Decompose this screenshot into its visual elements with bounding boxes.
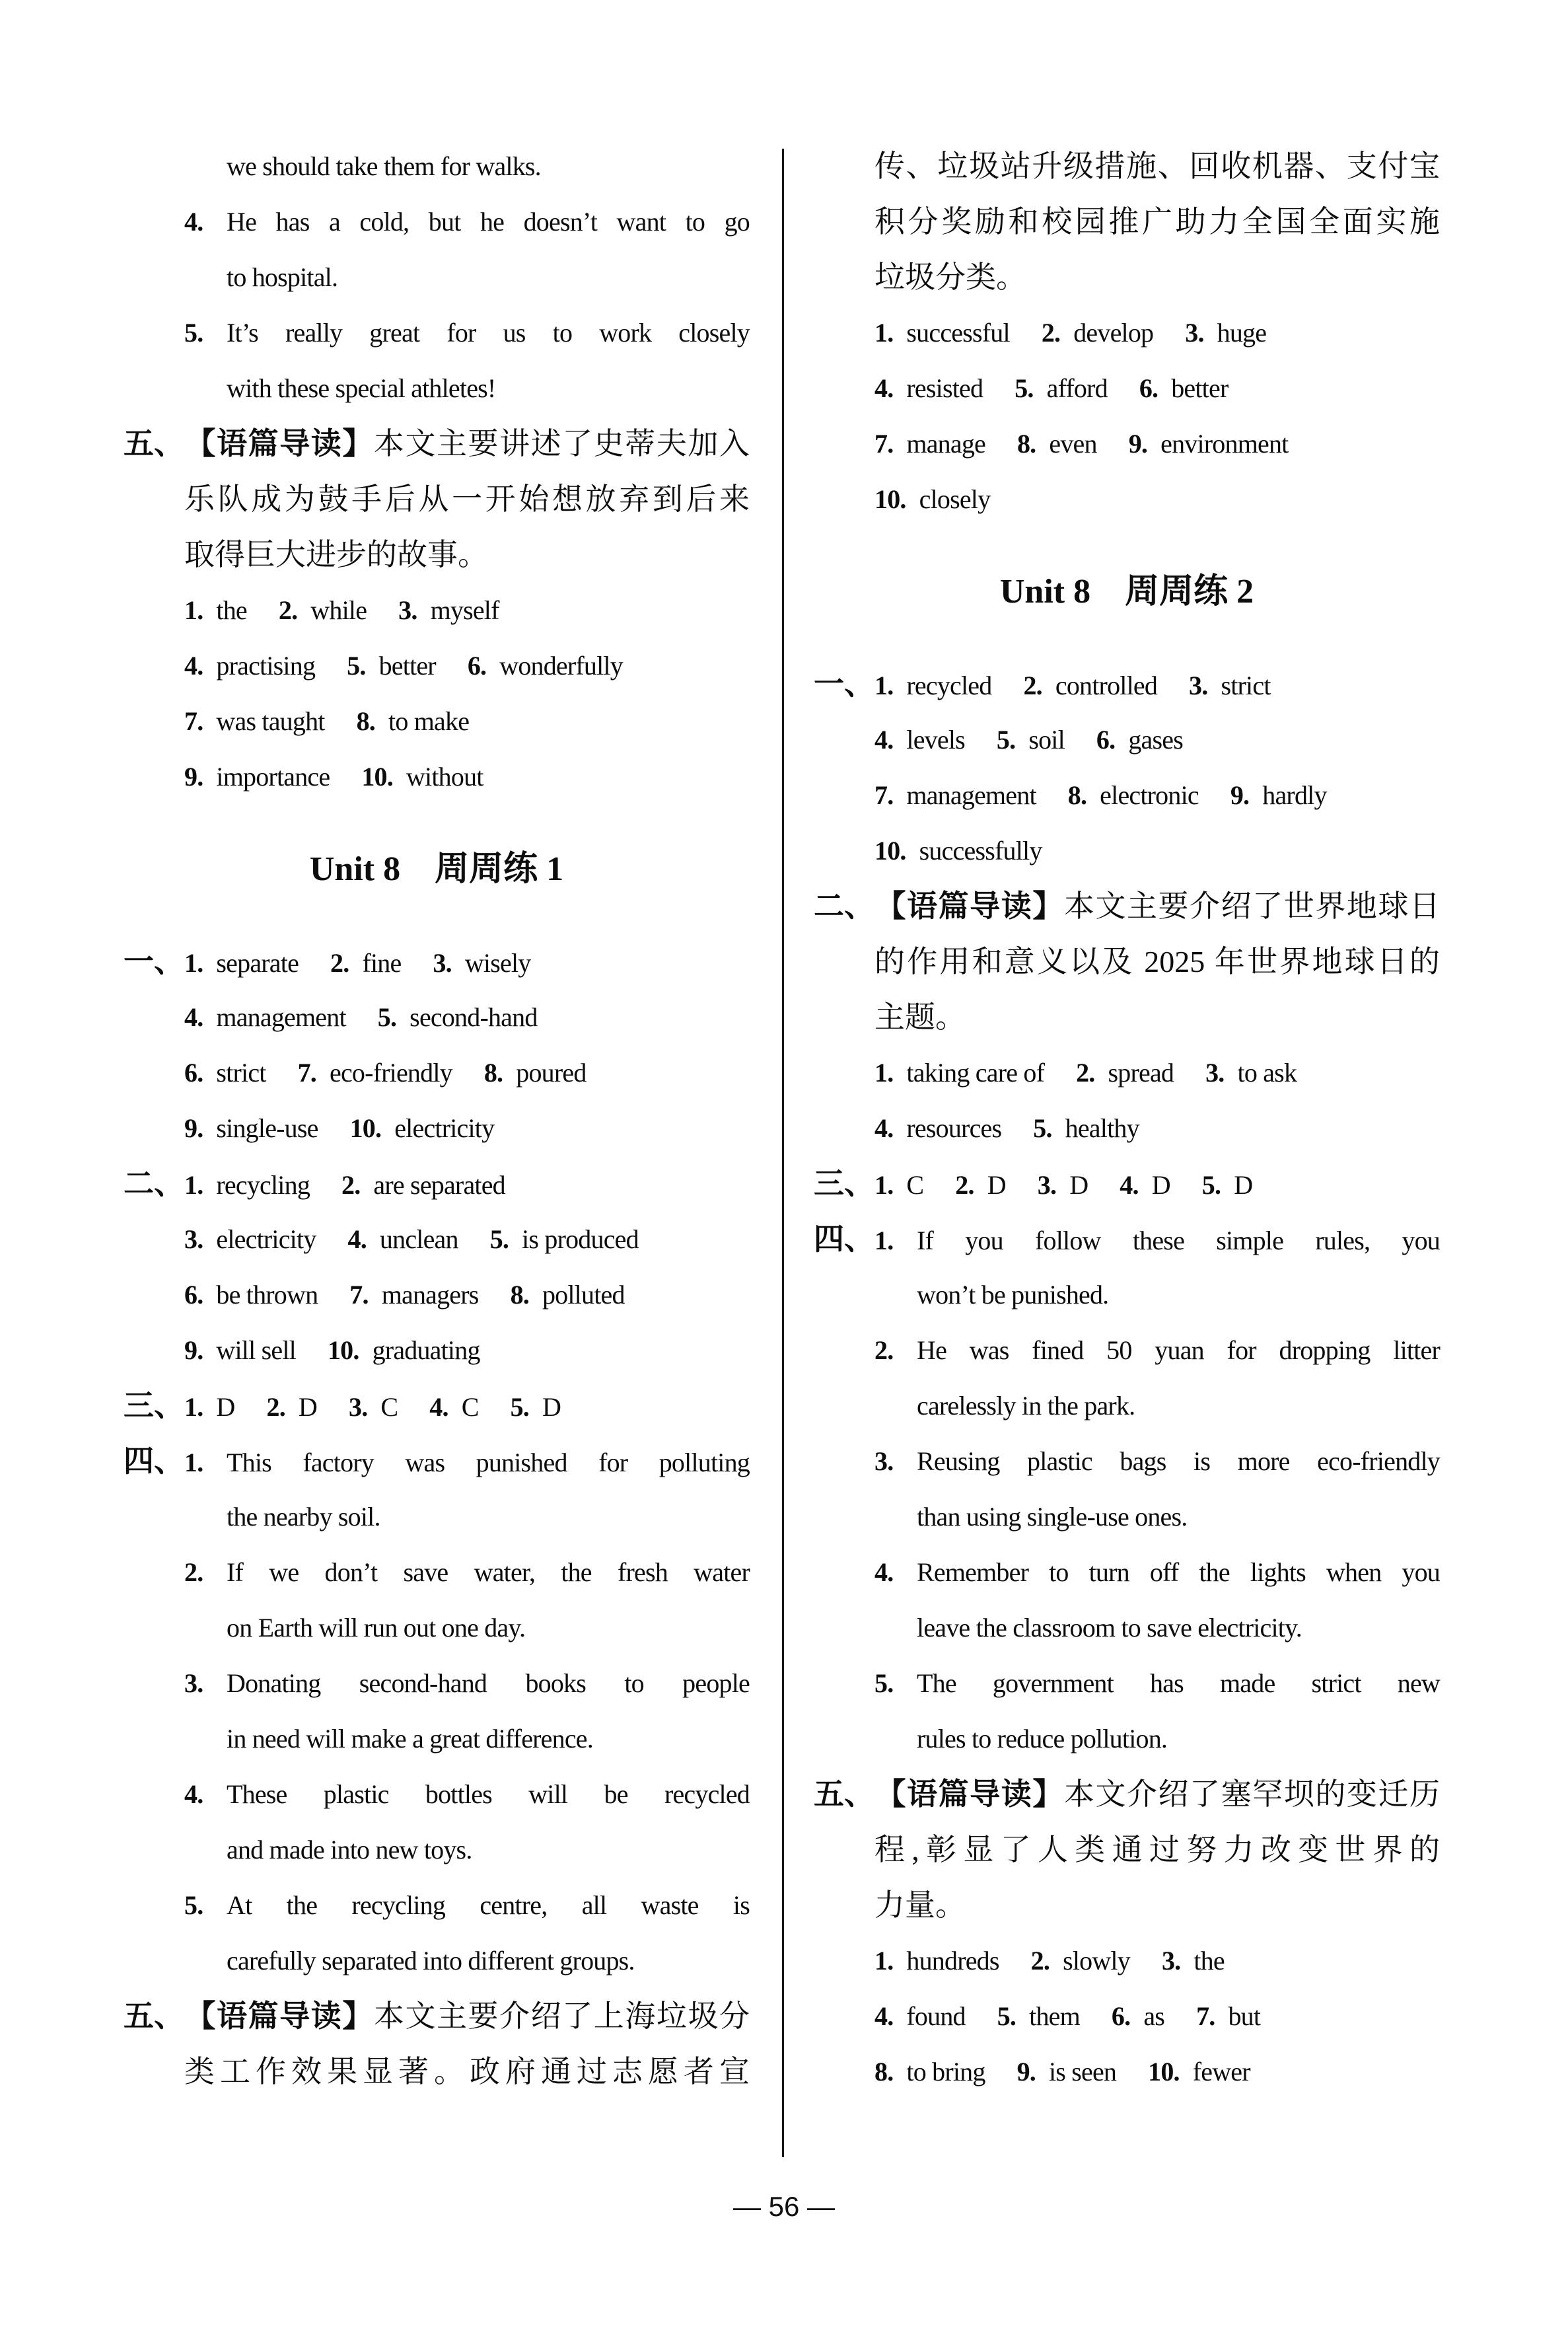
item-number: 1.: [874, 1226, 894, 1255]
answer-number: 4.: [874, 725, 894, 755]
sentence-text: and made into new toys.: [227, 1835, 472, 1864]
answer-number: 5.: [1015, 373, 1034, 403]
answer-number: 1.: [184, 948, 203, 978]
answer-text: them: [1029, 2001, 1080, 2031]
answer-number: 1.: [874, 318, 894, 348]
answer-text: while: [310, 595, 367, 625]
passage-guide-label: 【语篇导读】: [184, 1999, 374, 2033]
answer-number: 3.: [1037, 1170, 1057, 1200]
answer-number: 3.: [398, 595, 417, 625]
page-number: — 56 —: [732, 2191, 836, 2222]
answer-text: recycled: [906, 671, 992, 700]
answer-text: controlled: [1055, 671, 1158, 700]
answer-text: spread: [1108, 1058, 1174, 1088]
answer-number: 7.: [297, 1058, 316, 1088]
answer-row: [124, 638, 750, 694]
answer-text: fewer: [1192, 2057, 1250, 2086]
column-divider: [782, 149, 784, 2157]
sentence-line: [124, 1434, 750, 1489]
answer-number: 4.: [429, 1392, 448, 1422]
section-marker: 五、: [124, 427, 184, 461]
heading-unit-label: Unit 8: [999, 573, 1091, 610]
passage-guide-continuation: [814, 990, 1440, 1045]
answer-number: 6.: [184, 1280, 203, 1310]
answer-row: [814, 768, 1440, 823]
sentence-line: [814, 1434, 1440, 1489]
answer-text: C: [380, 1392, 398, 1422]
item-number: 4.: [874, 1557, 894, 1587]
sentence-text: If we don’t save water, the fresh water: [227, 1557, 750, 1587]
sentence-line: [124, 1656, 750, 1711]
answer-row: [814, 1989, 1440, 2044]
answer-text: graduating: [372, 1335, 480, 1365]
answer-number: 5.: [510, 1392, 529, 1422]
answer-number: 6.: [184, 1058, 203, 1088]
answer-number: 2.: [1023, 671, 1042, 700]
sentence-text: with these special athletes!: [227, 373, 496, 403]
answer-text: resources: [906, 1113, 1002, 1143]
answer-number: 7.: [874, 780, 894, 810]
answer-number: 10.: [349, 1113, 382, 1143]
answer-text: manage: [906, 429, 985, 459]
answer-number: 3.: [1189, 671, 1208, 700]
answer-text: gases: [1128, 725, 1183, 755]
answer-text: levels: [906, 725, 965, 755]
passage-guide-label: 【语篇导读】: [874, 889, 1064, 923]
passage-guide-text: 本文介绍了塞罕坝的变迁历: [1063, 1777, 1441, 1811]
answer-text: separate: [216, 948, 299, 978]
passage-guide-line: [814, 1767, 1440, 1822]
answer-text: wisely: [464, 948, 531, 978]
answer-text: D: [987, 1170, 1006, 1200]
answer-number: 5.: [489, 1224, 509, 1254]
sentence-line: [124, 1878, 750, 1933]
answer-text: is produced: [522, 1224, 639, 1254]
answer-text: myself: [430, 595, 499, 625]
answer-number: 2.: [278, 595, 298, 625]
section-marker: 三、: [814, 1167, 874, 1200]
answer-text: slowly: [1063, 1946, 1130, 1975]
answer-number: 1.: [184, 1170, 203, 1200]
passage-guide-text: 取得巨大进步的故事。: [184, 538, 488, 572]
answer-number: 8.: [510, 1280, 529, 1310]
heading-title-label: 周周练 2: [1125, 573, 1254, 610]
sentence-text: At the recycling centre, all waste is: [227, 1890, 750, 1920]
passage-guide-label: 【语篇导读】: [184, 427, 374, 461]
answer-text: was taught: [216, 706, 325, 736]
passage-guide-text: 本文主要讲述了史蒂夫加入: [373, 427, 750, 461]
answer-text: the: [216, 595, 247, 625]
sentence-continuation: [124, 1933, 750, 1989]
sentence-continuation: [124, 1489, 750, 1545]
item-number: 5.: [184, 318, 203, 348]
answer-row: [814, 472, 1440, 527]
answer-text: single-use: [216, 1113, 318, 1143]
answer-text: but: [1228, 2001, 1261, 2031]
answer-number: 5.: [347, 651, 366, 681]
answer-number: 9.: [1016, 2057, 1036, 2086]
answer-number: 7.: [184, 706, 203, 736]
answer-number: 1.: [184, 1392, 203, 1422]
sentence-continuation: [814, 1489, 1440, 1545]
answer-text: hardly: [1262, 780, 1327, 810]
heading-title-label: 周周练 1: [435, 850, 564, 888]
sentence-text: He has a cold, but he doesn’t want to go: [227, 207, 750, 237]
answer-number: 8.: [483, 1058, 503, 1088]
answer-text: managers: [381, 1280, 479, 1310]
answer-text: management: [906, 780, 1036, 810]
answer-row: [124, 749, 750, 805]
sentence-text: carefully separated into different groups.: [227, 1946, 635, 1975]
answer-text: are separated: [373, 1170, 505, 1200]
answer-number: 10.: [327, 1335, 359, 1365]
answer-number: 9.: [184, 762, 203, 792]
answer-row: [124, 1101, 750, 1156]
answer-text: better: [378, 651, 436, 681]
answer-number: 2.: [266, 1392, 285, 1422]
sentence-text: Reusing plastic bags is more eco-friendly: [917, 1446, 1440, 1476]
sentence-text: Donating second-hand books to people: [227, 1668, 750, 1698]
answer-number: 2.: [955, 1170, 974, 1200]
section-marker: 二、: [124, 1167, 184, 1200]
answer-text: successfully: [919, 836, 1042, 866]
answer-number: 3.: [184, 1224, 203, 1254]
answer-number: 3.: [349, 1392, 368, 1422]
answer-text: C: [906, 1170, 924, 1200]
answer-text: as: [1143, 2001, 1165, 2031]
answer-text: healthy: [1065, 1113, 1139, 1143]
answer-number: 3.: [433, 948, 452, 978]
answer-text: electricity: [216, 1224, 316, 1254]
passage-guide-text: 本文主要介绍了世界地球日: [1063, 889, 1441, 923]
answer-number: 3.: [1161, 1946, 1181, 1975]
answer-row: [124, 1323, 750, 1378]
sentence-text: carelessly in the park.: [917, 1391, 1135, 1421]
answer-text: second-hand: [410, 1002, 538, 1032]
answer-text: afford: [1046, 373, 1108, 403]
answer-number: 6.: [1096, 725, 1116, 755]
answer-row: [814, 2044, 1440, 2100]
answer-text: C: [461, 1392, 479, 1422]
passage-guide-text: 力量。: [874, 1888, 966, 1922]
sentence-continuation: [814, 1600, 1440, 1656]
answer-number: 1.: [874, 1946, 894, 1975]
passage-guide-continuation: [814, 194, 1440, 250]
answer-number: 1.: [874, 1058, 894, 1088]
answer-row: [814, 416, 1440, 472]
answer-number: 7.: [1196, 2001, 1215, 2031]
answer-number: 10.: [874, 836, 906, 866]
answer-number: 1.: [874, 1170, 894, 1200]
passage-guide-text: 主题。: [874, 1000, 966, 1034]
answer-number: 5.: [1201, 1170, 1221, 1200]
passage-guide-text: 乐队成为鼓手后从一开始想放弃到后来: [184, 482, 750, 516]
passage-guide-text: 传、垃圾站升级措施、回收机器、支付宝: [874, 149, 1440, 183]
item-number: 3.: [184, 1668, 203, 1698]
sentence-text: It’s really great for us to work closely: [227, 318, 750, 348]
sentence-continuation: [814, 1711, 1440, 1767]
sentence-text: to hospital.: [227, 262, 338, 292]
item-number: 5.: [874, 1668, 894, 1698]
answer-number: 4.: [874, 373, 894, 403]
answer-text: without: [406, 762, 483, 792]
answer-text: the: [1194, 1946, 1225, 1975]
section-marker: 三、: [124, 1389, 184, 1422]
section-marker: 一、: [814, 667, 874, 701]
answer-number: 8.: [1067, 780, 1087, 810]
answer-text: even: [1049, 429, 1097, 459]
sentence-line: [814, 1656, 1440, 1711]
answer-text: recycling: [216, 1170, 310, 1200]
passage-guide-line: [814, 879, 1440, 934]
passage-guide-continuation: [814, 934, 1440, 990]
answer-text: strict: [1221, 671, 1271, 700]
answer-text: D: [1234, 1170, 1253, 1200]
sentence-line: [814, 1212, 1440, 1267]
answer-row: [814, 305, 1440, 361]
item-number: 3.: [874, 1446, 894, 1476]
answer-text: successful: [906, 318, 1010, 348]
answer-number: 9.: [184, 1113, 203, 1143]
section-marker: 四、: [814, 1222, 874, 1256]
passage-guide-continuation: [814, 1878, 1440, 1933]
answer-row: [814, 823, 1440, 879]
answer-text: importance: [216, 762, 330, 792]
answer-number: 4.: [874, 2001, 894, 2031]
answer-row: [124, 1267, 750, 1323]
answer-number: 8.: [1016, 429, 1036, 459]
answer-text: D: [542, 1392, 561, 1422]
item-number: 2.: [874, 1335, 894, 1365]
sentence-text: leave the classroom to save electricity.: [917, 1613, 1302, 1642]
answer-row: [814, 657, 1440, 712]
passage-guide-continuation: [124, 527, 750, 583]
answer-row: [124, 1378, 750, 1434]
answer-row: [124, 934, 750, 990]
sentence-text: the nearby soil.: [227, 1502, 380, 1532]
passage-guide-text: 程,彰显了人类通过努力改变世界的: [874, 1833, 1440, 1866]
answer-row: [814, 1156, 1440, 1212]
sentence-text: we should take them for walks.: [227, 151, 541, 181]
answer-number: 7.: [874, 429, 894, 459]
passage-guide-text: 积分奖励和校园推广助力全国全面实施: [874, 205, 1440, 239]
answer-number: 4.: [184, 1002, 203, 1032]
heading-unit-label: Unit 8: [309, 850, 401, 888]
answer-number: 4.: [347, 1224, 367, 1254]
answer-number: 6.: [1139, 373, 1158, 403]
answer-number: 1.: [874, 671, 894, 700]
answer-number: 5.: [997, 2001, 1016, 2031]
answer-number: 1.: [184, 595, 203, 625]
answer-row: [814, 1933, 1440, 1989]
unit-heading: [814, 564, 1440, 620]
left-column: [124, 139, 750, 2100]
passage-guide-text: 本文主要介绍了上海垃圾分: [373, 1999, 750, 2033]
answer-text: environment: [1160, 429, 1289, 459]
item-number: 2.: [184, 1557, 203, 1587]
sentence-text: If you follow these simple rules, you: [917, 1226, 1440, 1255]
answer-number: 9.: [184, 1335, 203, 1365]
answer-text: hundreds: [906, 1946, 999, 1975]
answer-row: [124, 583, 750, 638]
answer-text: to ask: [1237, 1058, 1297, 1088]
passage-guide-continuation: [814, 1822, 1440, 1878]
answer-text: to bring: [906, 2057, 985, 2086]
passage-guide-continuation: [814, 250, 1440, 305]
passage-guide-label: 【语篇导读】: [874, 1777, 1064, 1811]
passage-guide-line: [124, 1989, 750, 2044]
sentence-line: [124, 305, 750, 361]
answer-number: 3.: [1205, 1058, 1225, 1088]
sentence-continuation: [814, 1267, 1440, 1323]
answer-number: 2.: [1030, 1946, 1050, 1975]
sentence-continuation: [124, 361, 750, 416]
answer-row: [124, 694, 750, 749]
answer-number: 2.: [341, 1170, 361, 1200]
answer-text: D: [1151, 1170, 1170, 1200]
passage-guide-text: 垃圾分类。: [874, 260, 1026, 294]
sentence-text: The government has made strict new: [917, 1668, 1440, 1698]
answer-text: huge: [1217, 318, 1267, 348]
sentence-continuation: [814, 1378, 1440, 1434]
answer-text: eco-friendly: [330, 1058, 452, 1088]
section-marker: 五、: [124, 1999, 184, 2033]
answer-number: 9.: [1230, 780, 1250, 810]
answer-text: soil: [1028, 725, 1065, 755]
answer-number: 4.: [184, 651, 203, 681]
answer-text: D: [298, 1392, 317, 1422]
answer-row: [124, 1156, 750, 1212]
answer-text: electricity: [394, 1113, 495, 1143]
answer-row: [814, 1101, 1440, 1156]
answer-row: [814, 361, 1440, 416]
sentence-line: [124, 1767, 750, 1822]
answer-text: D: [1069, 1170, 1088, 1200]
answer-number: 10.: [1148, 2057, 1180, 2086]
passage-guide-text: 的作用和意义以及 2025 年世界地球日的: [874, 945, 1440, 978]
sentence-text: Remember to turn off the lights when you: [917, 1557, 1440, 1587]
sentence-text: on Earth will run out one day.: [227, 1613, 526, 1642]
item-number: 5.: [184, 1890, 203, 1920]
sentence-text: These plastic bottles will be recycled: [227, 1779, 750, 1809]
unit-heading: [124, 842, 750, 897]
answer-text: is seen: [1048, 2057, 1117, 2086]
answer-number: 4.: [1120, 1170, 1139, 1200]
passage-guide-text: 类工作效果显著。政府通过志愿者宣: [184, 2055, 750, 2088]
sentence-text: in need will make a great difference.: [227, 1724, 593, 1753]
answer-number: 7.: [349, 1280, 369, 1310]
sentence-text: This factory was punished for polluting: [227, 1448, 750, 1477]
right-column: [814, 139, 1440, 2100]
section-marker: 四、: [124, 1444, 184, 1478]
answer-number: 2.: [330, 948, 349, 978]
answer-text: wonderfully: [499, 651, 623, 681]
answer-text: to make: [388, 706, 470, 736]
answer-number: 8.: [874, 2057, 894, 2086]
answer-row: [124, 990, 750, 1045]
answer-text: unclean: [379, 1224, 458, 1254]
passage-guide-continuation: [814, 139, 1440, 194]
sentence-text: He was fined 50 yuan for dropping litter: [917, 1335, 1440, 1365]
sentence-line: [814, 1323, 1440, 1378]
answer-text: better: [1171, 373, 1229, 403]
answer-number: 5.: [377, 1002, 397, 1032]
answer-row: [814, 1045, 1440, 1101]
sentence-continuation: [124, 250, 750, 305]
answer-row: [124, 1045, 750, 1101]
answer-text: management: [216, 1002, 346, 1032]
sentence-text: than using single-use ones.: [917, 1502, 1188, 1532]
sentence-continuation: [124, 139, 750, 194]
answer-text: D: [216, 1392, 235, 1422]
sentence-text: won’t be punished.: [917, 1280, 1109, 1310]
answer-number: 5.: [1033, 1113, 1052, 1143]
answer-text: be thrown: [216, 1280, 318, 1310]
answer-number: 4.: [874, 1113, 894, 1143]
item-number: 4.: [184, 1779, 203, 1809]
answer-text: practising: [216, 651, 316, 681]
answer-number: 6.: [1111, 2001, 1131, 2031]
sentence-line: [124, 1545, 750, 1600]
section-marker: 一、: [124, 945, 184, 978]
answer-text: polluted: [542, 1280, 625, 1310]
sentence-text: rules to reduce pollution.: [917, 1724, 1168, 1753]
answer-number: 9.: [1128, 429, 1148, 459]
answer-number: 5.: [996, 725, 1016, 755]
answer-number: 2.: [1041, 318, 1061, 348]
section-marker: 二、: [814, 889, 874, 923]
sentence-continuation: [124, 1822, 750, 1878]
answer-text: resisted: [906, 373, 983, 403]
answer-row: [124, 1212, 750, 1267]
answer-text: will sell: [216, 1335, 296, 1365]
answer-text: poured: [516, 1058, 587, 1088]
answer-number: 6.: [467, 651, 487, 681]
answer-number: 10.: [361, 762, 393, 792]
answer-number: 10.: [874, 484, 906, 514]
answer-number: 8.: [356, 706, 376, 736]
answer-text: closely: [919, 484, 991, 514]
sentence-line: [814, 1545, 1440, 1600]
sentence-line: [124, 194, 750, 250]
passage-guide-line: [124, 416, 750, 472]
answer-text: taking care of: [906, 1058, 1045, 1088]
answer-number: 3.: [1185, 318, 1204, 348]
passage-guide-continuation: [124, 472, 750, 527]
section-marker: 五、: [814, 1777, 874, 1811]
item-number: 1.: [184, 1448, 203, 1477]
answer-text: found: [906, 2001, 966, 2031]
answer-number: 2.: [1076, 1058, 1095, 1088]
sentence-continuation: [124, 1711, 750, 1767]
answer-text: electronic: [1100, 780, 1199, 810]
answer-text: develop: [1073, 318, 1154, 348]
sentence-continuation: [124, 1600, 750, 1656]
answer-row: [814, 712, 1440, 768]
answer-text: strict: [216, 1058, 266, 1088]
answer-text: fine: [362, 948, 402, 978]
item-number: 4.: [184, 207, 203, 237]
passage-guide-continuation: [124, 2044, 750, 2100]
